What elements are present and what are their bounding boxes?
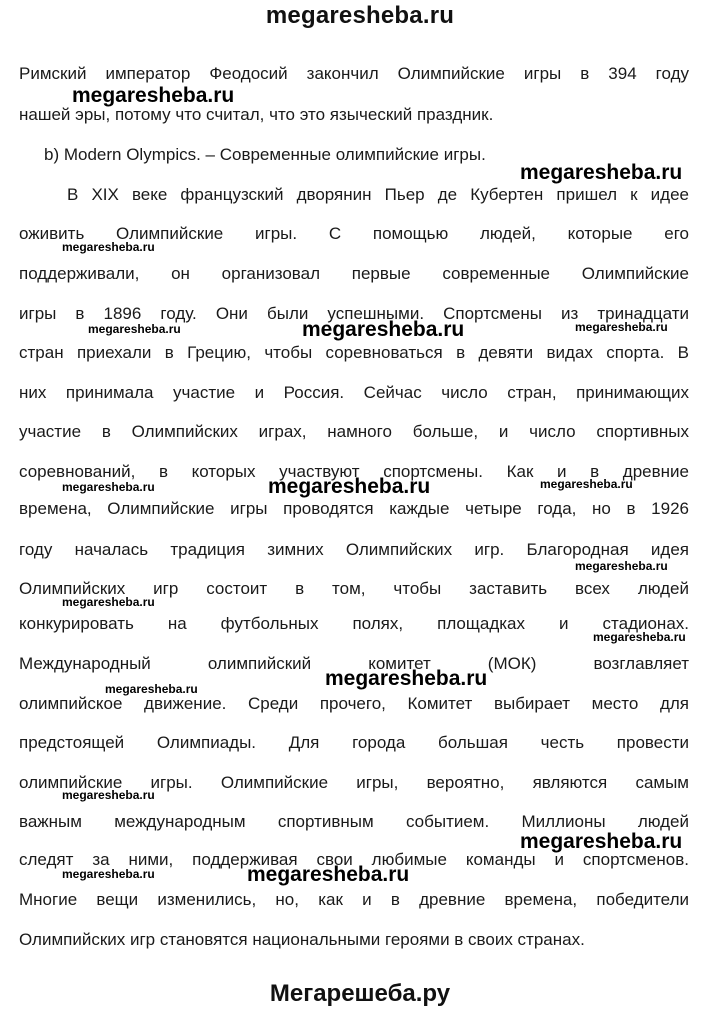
body-line-11: Олимпийских игр состоит в том, чтобы заставить всех людей (19, 579, 689, 598)
watermark-text: megaresheba.ru (62, 867, 155, 881)
body-line-18: следят за ними, поддерживая свои любимые команды и спортсменов. (19, 850, 689, 869)
site-header-title: megaresheba.ru (265, 2, 455, 29)
watermark-text: megaresheba.ru (520, 161, 683, 184)
watermark-text: megaresheba.ru (325, 667, 488, 690)
site-footer-title: Мегарешеба.ру (269, 980, 451, 1007)
body-line-19: Многие вещи изменились, но, как и в древние времена, победители (19, 890, 689, 909)
watermark-text: megaresheba.ru (72, 84, 235, 107)
watermark-text: megaresheba.ru (302, 318, 465, 341)
watermark-text: megaresheba.ru (105, 682, 198, 696)
intro-line-1: Римский император Феодосий закончил Олимпийские игры в 394 году (19, 64, 689, 83)
watermark-text: megaresheba.ru (575, 559, 668, 573)
watermark-text: megaresheba.ru (520, 830, 683, 853)
watermark-text: megaresheba.ru (62, 595, 155, 609)
body-line-20: Олимпийских игр становятся национальными героями в своих странах. (19, 930, 585, 949)
body-line-7: участие в Олимпийских играх, намного больше, и число спортивных (19, 422, 689, 441)
body-line-9: времена, Олимпийские игры проводятся каждые четыре года, но в 1926 (19, 499, 689, 518)
body-line-2: оживить Олимпийские игры. С помощью людей, которые его (19, 224, 689, 243)
body-line-5: стран приехали в Грецию, чтобы соревноваться в девяти видах спорта. В (19, 343, 689, 362)
watermark-text: megaresheba.ru (247, 863, 410, 886)
body-line-8: соревнований, в которых участвуют спортсмены. Как и в древние (19, 462, 689, 481)
body-line-14: олимпийское движение. Среди прочего, Комитет выбирает место для (19, 694, 689, 713)
body-line-3: поддерживали, он организовал первые современные Олимпийские (19, 264, 689, 283)
body-line-1: В XIX веке французский дворянин Пьер де Кубертен пришел к идее (67, 185, 689, 204)
body-line-17: важным международным спортивным событием. Миллионы людей (19, 812, 689, 831)
watermark-text: megaresheba.ru (62, 240, 155, 254)
body-line-4: игры в 1896 году. Они были успешными. Спортсмены из тринадцати (19, 304, 689, 323)
watermark-text: megaresheba.ru (268, 475, 431, 498)
intro-line-2: нашей эры, потому что считал, что это языческий праздник. (19, 105, 494, 124)
watermark-text: megaresheba.ru (593, 630, 686, 644)
watermark-text: megaresheba.ru (575, 320, 668, 334)
body-line-12: конкурировать на футбольных полях, площадках и стадионах. (19, 614, 689, 633)
watermark-text: megaresheba.ru (88, 322, 181, 336)
body-line-13: Международный олимпийский комитет (МОК) возглавляет (19, 654, 689, 673)
body-line-15: предстоящей Олимпиады. Для города большая честь провести (19, 733, 689, 752)
section-heading: b) Modern Olympics. – Современные олимпийские игры. (44, 145, 486, 164)
watermark-text: megaresheba.ru (62, 788, 155, 802)
watermark-text: megaresheba.ru (62, 480, 155, 494)
body-line-16: олимпийские игры. Олимпийские игры, вероятно, являются самым (19, 773, 689, 792)
watermark-text: megaresheba.ru (540, 477, 633, 491)
body-line-6: них принимала участие и Россия. Сейчас число стран, принимающих (19, 383, 689, 402)
body-line-10: году началась традиция зимних Олимпийских игр. Благородная идея (19, 540, 689, 559)
